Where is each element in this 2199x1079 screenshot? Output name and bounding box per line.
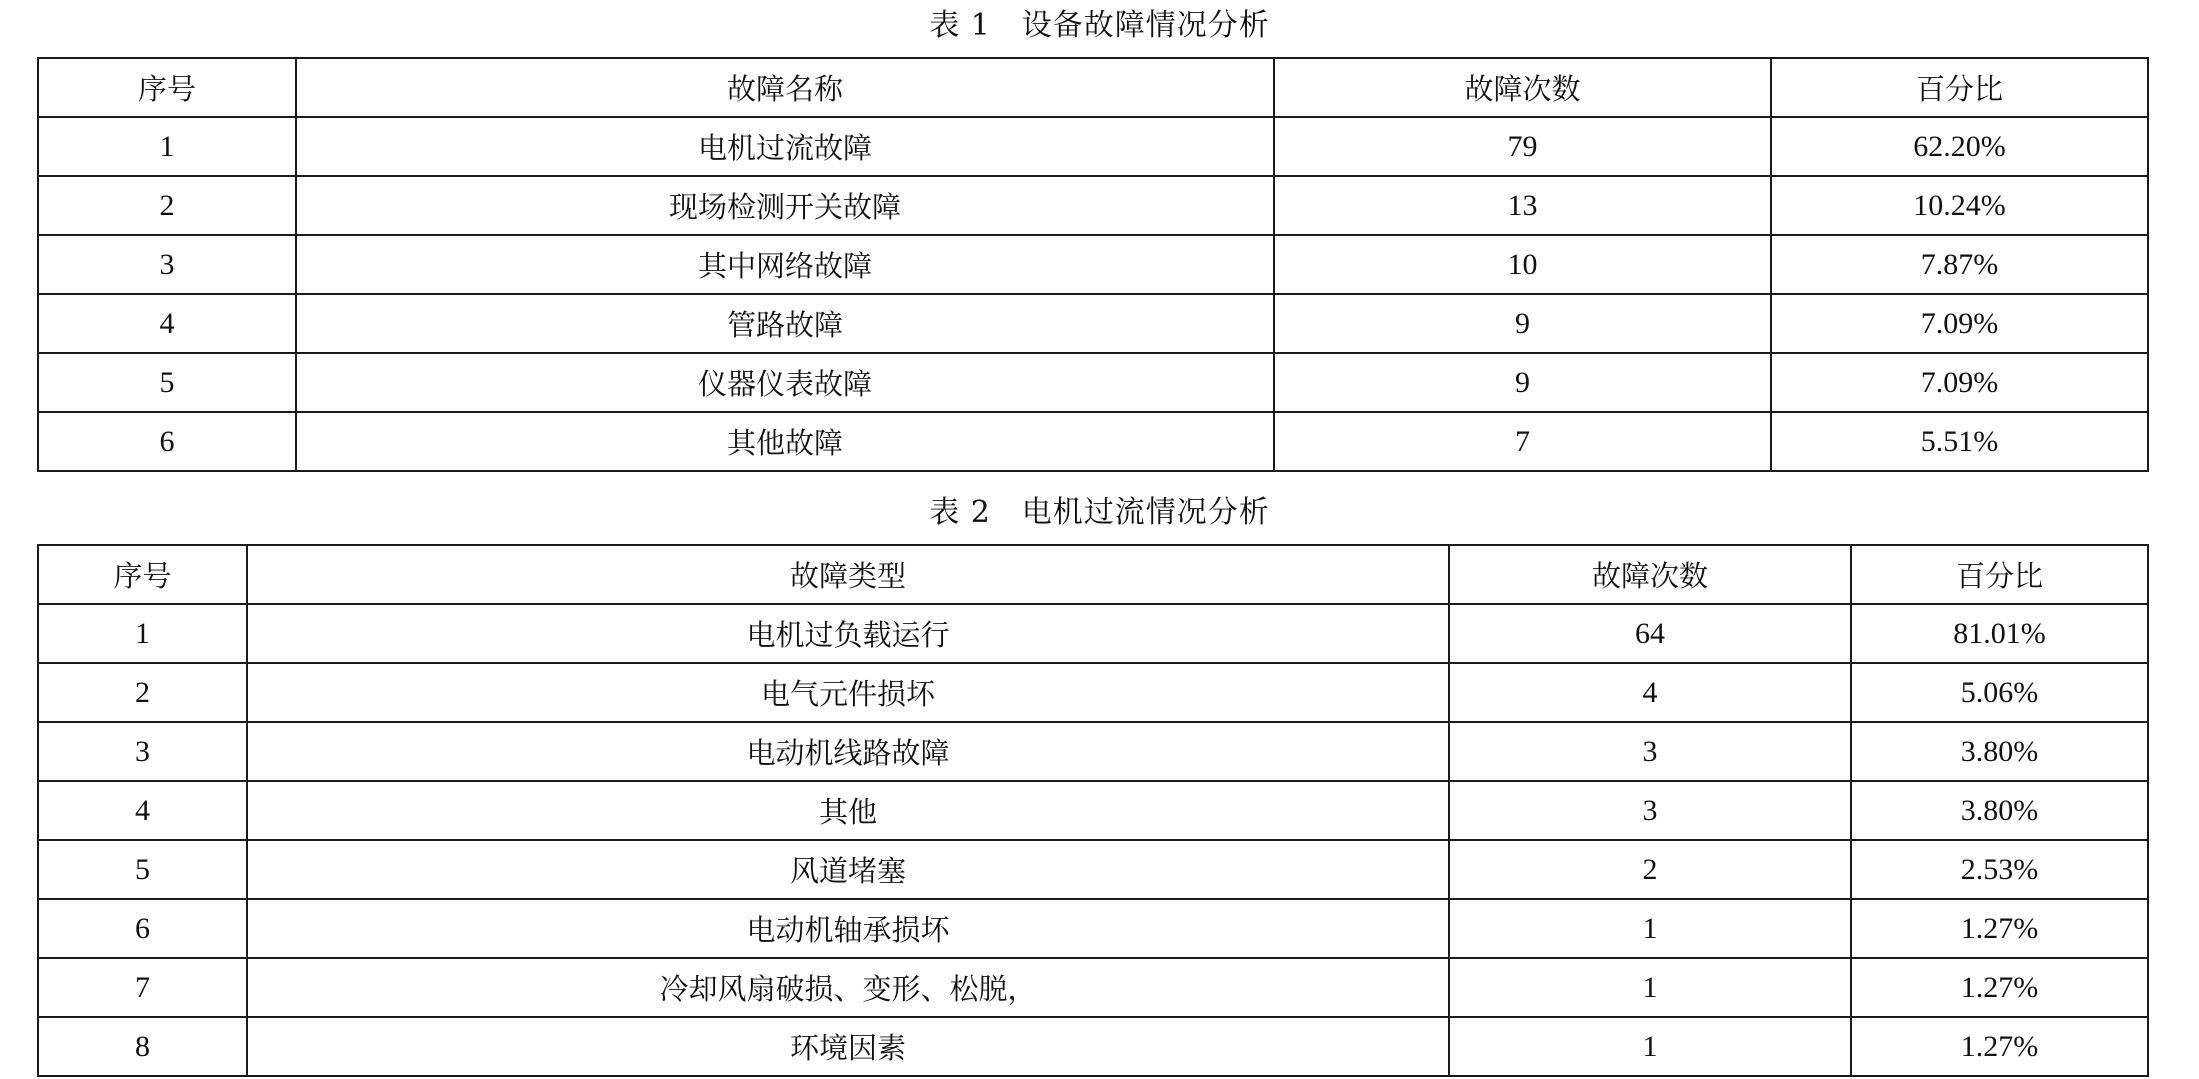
table2-caption: 表 2 电机过流情况分析 xyxy=(929,495,1270,530)
table-row xyxy=(38,840,2148,899)
cell-fault-type: 其他 xyxy=(247,781,1449,840)
cell-count: 7 xyxy=(1274,412,1771,471)
cell-count: 9 xyxy=(1274,353,1771,412)
cell-percent: 3.80% xyxy=(1851,781,2148,840)
cell-percent: 7.09% xyxy=(1771,294,2148,353)
table-row xyxy=(38,899,2148,958)
cell-fault-name: 其中网络故障 xyxy=(296,235,1274,294)
table-row xyxy=(38,176,2148,235)
cell-percent: 5.51% xyxy=(1771,412,2148,471)
cell-fault-type: 电动机线路故障 xyxy=(247,722,1449,781)
table-row xyxy=(38,117,2148,176)
cell-index: 6 xyxy=(38,412,296,471)
column-header-fault-type: 故障类型 xyxy=(247,545,1449,604)
cell-index: 7 xyxy=(38,958,247,1017)
cell-index: 4 xyxy=(38,781,247,840)
table-header-row xyxy=(38,58,2148,117)
column-header-count: 故障次数 xyxy=(1274,58,1771,117)
cell-count: 13 xyxy=(1274,176,1771,235)
cell-count: 64 xyxy=(1449,604,1851,663)
table-row xyxy=(38,781,2148,840)
column-header-index: 序号 xyxy=(38,58,296,117)
cell-count: 10 xyxy=(1274,235,1771,294)
column-header-index: 序号 xyxy=(38,545,247,604)
cell-index: 2 xyxy=(38,663,247,722)
cell-index: 5 xyxy=(38,840,247,899)
cell-percent: 1.27% xyxy=(1851,1017,2148,1076)
column-header-percent: 百分比 xyxy=(1771,58,2148,117)
cell-count: 2 xyxy=(1449,840,1851,899)
cell-fault-type: 电气元件损坏 xyxy=(247,663,1449,722)
cell-fault-name: 现场检测开关故障 xyxy=(296,176,1274,235)
table-row xyxy=(38,294,2148,353)
cell-index: 5 xyxy=(38,353,296,412)
cell-percent: 2.53% xyxy=(1851,840,2148,899)
cell-index: 6 xyxy=(38,899,247,958)
cell-count: 3 xyxy=(1449,781,1851,840)
cell-count: 4 xyxy=(1449,663,1851,722)
cell-percent: 81.01% xyxy=(1851,604,2148,663)
table-row xyxy=(38,1017,2148,1076)
cell-index: 1 xyxy=(38,604,247,663)
cell-fault-name: 电机过流故障 xyxy=(296,117,1274,176)
table-row xyxy=(38,722,2148,781)
fault-analysis-table xyxy=(37,57,2149,472)
table-row xyxy=(38,958,2148,1017)
cell-count: 1 xyxy=(1449,899,1851,958)
table-row xyxy=(38,235,2148,294)
cell-fault-name: 其他故障 xyxy=(296,412,1274,471)
cell-index: 2 xyxy=(38,176,296,235)
table-header-row xyxy=(38,545,2148,604)
cell-index: 1 xyxy=(38,117,296,176)
column-header-fault-name: 故障名称 xyxy=(296,58,1274,117)
cell-percent: 1.27% xyxy=(1851,958,2148,1017)
cell-percent: 1.27% xyxy=(1851,899,2148,958)
cell-index: 3 xyxy=(38,722,247,781)
cell-fault-type: 电动机轴承损坏 xyxy=(247,899,1449,958)
cell-fault-type: 环境因素 xyxy=(247,1017,1449,1076)
cell-index: 3 xyxy=(38,235,296,294)
table-row xyxy=(38,353,2148,412)
cell-index: 4 xyxy=(38,294,296,353)
cell-fault-type: 冷却风扇破损、变形、松脱， xyxy=(247,958,1449,1017)
table1-caption: 表 1 设备故障情况分析 xyxy=(929,8,1270,43)
cell-percent: 62.20% xyxy=(1771,117,2148,176)
cell-count: 1 xyxy=(1449,1017,1851,1076)
cell-fault-name: 管路故障 xyxy=(296,294,1274,353)
motor-overcurrent-table xyxy=(37,544,2149,1077)
table-row xyxy=(38,663,2148,722)
cell-fault-type: 电机过负载运行 xyxy=(247,604,1449,663)
cell-fault-name: 仪器仪表故障 xyxy=(296,353,1274,412)
table-row xyxy=(38,604,2148,663)
cell-percent: 3.80% xyxy=(1851,722,2148,781)
cell-count: 79 xyxy=(1274,117,1771,176)
cell-count: 9 xyxy=(1274,294,1771,353)
cell-percent: 10.24% xyxy=(1771,176,2148,235)
cell-percent: 7.09% xyxy=(1771,353,2148,412)
cell-percent: 7.87% xyxy=(1771,235,2148,294)
table-row xyxy=(38,412,2148,471)
cell-index: 8 xyxy=(38,1017,247,1076)
column-header-percent: 百分比 xyxy=(1851,545,2148,604)
column-header-count: 故障次数 xyxy=(1449,545,1851,604)
cell-percent: 5.06% xyxy=(1851,663,2148,722)
cell-count: 1 xyxy=(1449,958,1851,1017)
cell-count: 3 xyxy=(1449,722,1851,781)
cell-fault-type: 风道堵塞 xyxy=(247,840,1449,899)
